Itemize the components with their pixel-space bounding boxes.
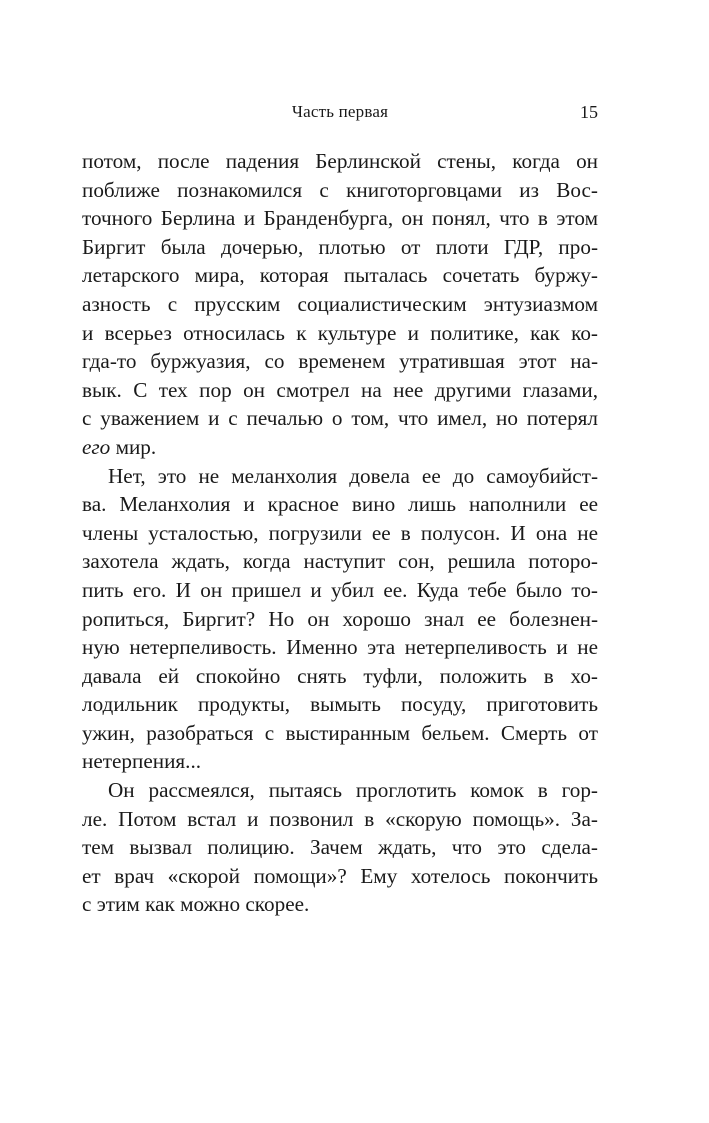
text-line: давала ей спокойно снять туфли, положить в хо- xyxy=(82,663,598,688)
paragraph-1 xyxy=(82,147,598,462)
text-line: с уважением и с печалью о том, что имел, но потерял xyxy=(82,406,598,431)
text-line xyxy=(82,433,598,462)
text-line: точного Берлина и Бранденбурга, он понял, что в этом xyxy=(82,206,598,231)
text-line: ужин, разобраться с выстиранным бельем. Смерть от xyxy=(82,720,598,745)
paragraph-2 xyxy=(82,462,598,777)
text-line: ет врач «скорой помощи»? Ему хотелось покончить xyxy=(82,863,598,888)
text-line: гда-то буржуазия, со временем утратившая этот на- xyxy=(82,349,598,374)
text-line: Биргит была дочерью, плотью от плоти ГДР, про- xyxy=(82,234,598,259)
text-line: азность с прусским социалистическим энтузиазмом xyxy=(82,291,598,316)
text-line: с этим как можно скорее. xyxy=(82,892,310,917)
text-line: ропиться, Биргит? Но он хорошо знал ее болезнен- xyxy=(82,606,598,631)
text-line: ле. Потом встал и позвонил в «скорую помощь». За- xyxy=(82,806,598,831)
body-text xyxy=(82,147,598,919)
italic-word: его xyxy=(82,434,111,459)
running-head xyxy=(82,100,598,124)
text-line: Он рассмеялся, пытаясь проглотить комок в гор- xyxy=(108,778,598,803)
text-line: вык. С тех пор он смотрел на нее другими глазами, xyxy=(82,377,598,402)
text-line: тем вызвал полицию. Зачем ждать, что это сдела- xyxy=(82,835,598,860)
text-line: ва. Меланхолия и красное вино лишь наполнили ее xyxy=(82,492,598,517)
chapter-title: Часть первая xyxy=(291,102,389,121)
text-line: члены усталостью, погрузили ее в полусон. И она не xyxy=(82,520,598,545)
text-line: нетерпения... xyxy=(82,749,202,774)
text-line: и всерьез относилась к культуре и политике, как ко- xyxy=(82,320,598,345)
text-line: ную нетерпеливость. Именно эта нетерпеливость и не xyxy=(82,635,598,660)
page-number: 15 xyxy=(580,102,598,122)
text-line: потом, после падения Берлинской стены, когда он xyxy=(82,149,598,173)
text-line: поближе познакомился с книготорговцами из Вос- xyxy=(82,177,598,202)
text-line: пить его. И он пришел и убил ее. Куда тебе было то- xyxy=(82,577,598,602)
text-line: лодильник продукты, вымыть посуду, приготовить xyxy=(82,692,598,717)
text-line: Нет, это не меланхолия довела ее до самоубийст- xyxy=(108,463,598,488)
text-line: захотела ждать, когда наступит сон, решила потoро- xyxy=(82,549,598,574)
line-rest: мир. xyxy=(110,434,157,459)
paragraph-3 xyxy=(82,776,598,919)
text-line: летарского мира, которая пыталась сочетать буржу- xyxy=(82,263,598,288)
